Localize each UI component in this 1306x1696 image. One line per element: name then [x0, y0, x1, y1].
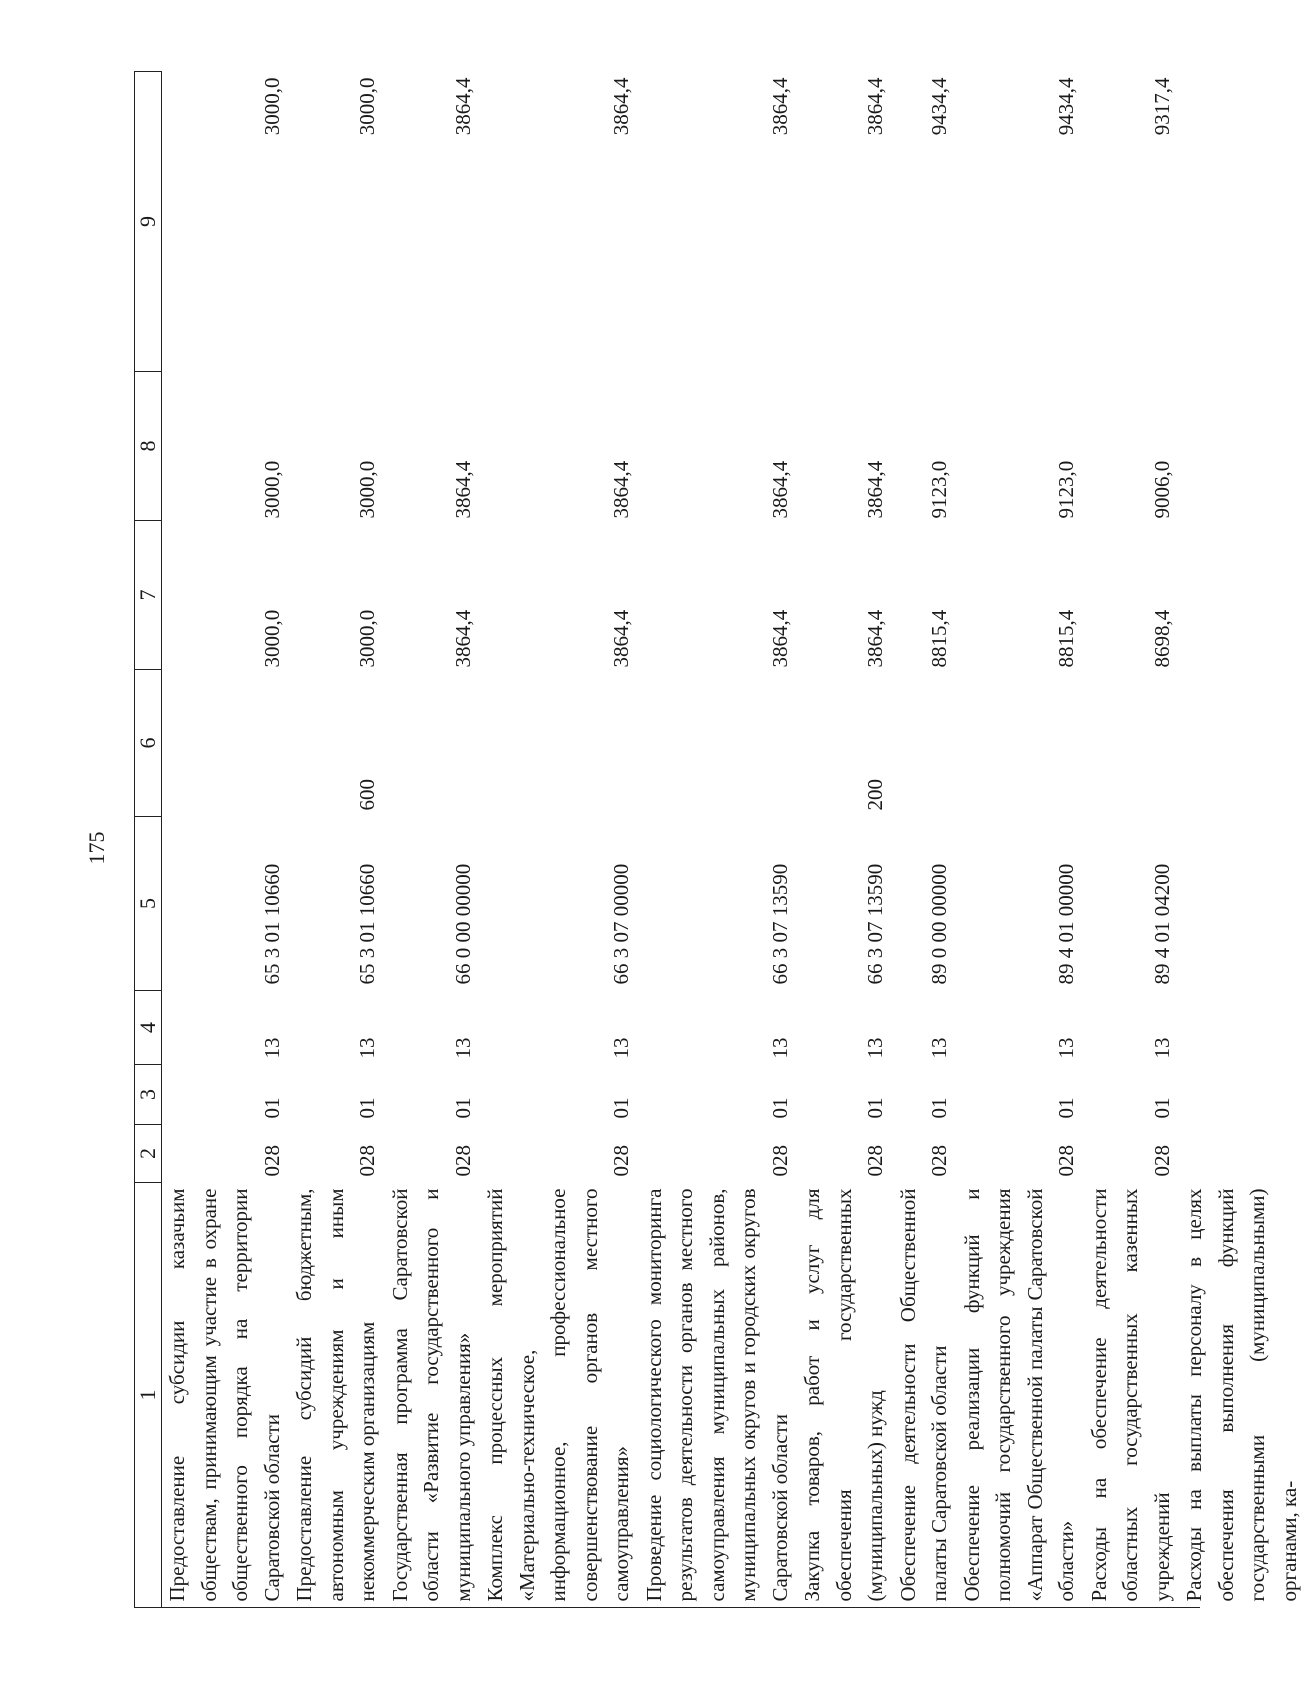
cell-col6: 200	[863, 779, 887, 811]
cell-col3: 01	[450, 1097, 475, 1119]
cell-col4: 13	[259, 1037, 284, 1059]
row-description: Государственная программа Саратовской области «Развитие государственного и муниципального управления»	[387, 1188, 475, 1602]
cell-col9: 9317,4	[1149, 77, 1174, 136]
table-row	[289, 72, 385, 1608]
cell-col5: 66 3 07 13590	[863, 863, 887, 985]
cell-col9: 3000,0	[355, 77, 379, 136]
cell-col6	[162, 670, 290, 817]
cell-col3: 01	[609, 1097, 633, 1119]
cell-col2: 028	[927, 1145, 951, 1177]
table-row	[480, 72, 639, 1608]
cell-col6	[893, 670, 957, 817]
header-row	[135, 72, 162, 1608]
cell-col9: 3864,4	[863, 77, 887, 136]
table-row	[797, 72, 893, 1608]
cell-col8: 3000,0	[355, 460, 379, 519]
cell-col2: 028	[1149, 1145, 1174, 1177]
cell-col6	[1084, 670, 1180, 817]
column-header: 3	[135, 1065, 162, 1125]
cell-col5: 65 3 01 10660	[355, 863, 379, 985]
cell-col5	[1179, 817, 1306, 991]
cell-col3: 01	[767, 1097, 792, 1119]
cell-col4: 13	[1054, 1037, 1078, 1059]
cell-col8	[1179, 372, 1306, 521]
row-description: Обеспечение реализации функций и полномочий государственного учреждения «Аппарат Общественной палаты Саратовской области»	[959, 1188, 1078, 1602]
cell-col7: 3864,4	[767, 609, 792, 668]
column-header: 1	[135, 1183, 162, 1608]
cell-col7: 8815,4	[1054, 609, 1078, 668]
table-row	[162, 72, 290, 1608]
cell-col2	[1179, 1125, 1306, 1183]
cell-col5: 66 0 00 00000	[450, 863, 475, 985]
cell-col6	[480, 670, 639, 817]
cell-col3: 01	[1149, 1097, 1174, 1119]
cell-col5: 89 0 00 00000	[927, 863, 951, 985]
cell-col4: 13	[1149, 1037, 1174, 1059]
cell-col6	[385, 670, 481, 817]
cell-col7: 8698,4	[1149, 609, 1174, 668]
cell-col9: 3000,0	[259, 77, 284, 136]
column-header: 5	[135, 817, 162, 991]
cell-col4: 13	[450, 1037, 475, 1059]
cell-col3	[1179, 1065, 1306, 1125]
cell-col9: 3864,4	[609, 77, 633, 136]
cell-col7	[1179, 521, 1306, 670]
cell-col4: 13	[355, 1037, 379, 1059]
table-row	[1179, 72, 1306, 1608]
cell-col3: 01	[259, 1097, 284, 1119]
cell-col8: 9123,0	[927, 460, 951, 519]
row-description: Комплекс процессных мероприятий «Материально-техническое, информационное, профессиональное совершенствование органов местного самоуправления»	[483, 1188, 633, 1602]
cell-col9	[1179, 72, 1306, 372]
cell-col4: 13	[767, 1037, 792, 1059]
column-header: 2	[135, 1125, 162, 1183]
cell-col8: 9006,0	[1149, 460, 1174, 519]
cell-col8: 3000,0	[259, 460, 284, 519]
budget-table	[134, 71, 1306, 1608]
cell-col7: 3864,4	[450, 609, 475, 668]
cell-col8: 3864,4	[609, 460, 633, 519]
row-description: Расходы на выплаты персоналу в целях обеспечения выполнения функций государственными (муниципальными) органами, ка-	[1182, 1188, 1301, 1602]
table-row	[893, 72, 957, 1608]
cell-col2: 028	[609, 1145, 633, 1177]
cell-col3: 01	[927, 1097, 951, 1119]
cell-col8: 3864,4	[450, 460, 475, 519]
cell-col4: 13	[927, 1037, 951, 1059]
table-row	[1084, 72, 1180, 1608]
cell-col3: 01	[863, 1097, 887, 1119]
table-row	[639, 72, 798, 1608]
table-left-border	[134, 1607, 1200, 1608]
row-description: Предоставление субсидии казачьим обществам, принимающим участие в охране общественного порядка на территории Саратовской области	[165, 1188, 284, 1602]
cell-col8: 3864,4	[863, 460, 887, 519]
column-header: 7	[135, 521, 162, 670]
row-description: Закупка товаров, работ и услуг для обеспечения государственных (муниципальных) нужд	[800, 1188, 887, 1602]
cell-col5: 66 3 07 13590	[767, 863, 792, 985]
column-header: 8	[135, 372, 162, 521]
cell-col9: 3864,4	[450, 77, 475, 136]
cell-col4: 13	[609, 1037, 633, 1059]
cell-col2: 028	[863, 1145, 887, 1177]
page-number: 175	[84, 831, 109, 865]
cell-col9: 9434,4	[1054, 77, 1078, 136]
cell-col2: 028	[259, 1145, 284, 1177]
cell-col7: 3864,4	[609, 609, 633, 668]
cell-col3: 01	[355, 1097, 379, 1119]
cell-col4	[1179, 991, 1306, 1065]
row-description: Обеспечение деятельности Общественной палаты Саратовской области	[895, 1188, 951, 1602]
column-header: 4	[135, 991, 162, 1065]
cell-col6: 600	[355, 779, 379, 811]
cell-col6	[1179, 670, 1306, 817]
table-row	[385, 72, 481, 1608]
cell-col2: 028	[355, 1145, 379, 1177]
cell-col7: 3000,0	[355, 609, 379, 668]
cell-col5: 89 4 01 00000	[1054, 863, 1078, 985]
cell-col9: 9434,4	[927, 77, 951, 136]
row-description: Проведение социологического мониторинга результатов деятельности органов местного самоуправления муниципальных районов, муниципальных округов и городских округов Саратовской области	[641, 1188, 792, 1602]
cell-col2: 028	[450, 1145, 475, 1177]
cell-col5: 89 4 01 04200	[1149, 863, 1174, 985]
cell-col8: 3864,4	[767, 460, 792, 519]
cell-col6	[957, 670, 1084, 817]
row-description: Расходы на обеспечение деятельности областных государственных казенных учреждений	[1086, 1188, 1174, 1602]
cell-col4: 13	[863, 1037, 887, 1059]
row-description: Предоставление субсидий бюджетным, автономным учреждениям и иным некоммерческим организациям	[292, 1188, 379, 1602]
cell-col7: 8815,4	[927, 609, 951, 668]
cell-col3: 01	[1054, 1097, 1078, 1119]
cell-col6	[639, 670, 798, 817]
cell-col2: 028	[767, 1145, 792, 1177]
column-header: 9	[135, 72, 162, 372]
cell-col5: 65 3 01 10660	[259, 863, 284, 985]
cell-col7: 3864,4	[863, 609, 887, 668]
table-row	[957, 72, 1084, 1608]
column-header: 6	[135, 670, 162, 817]
cell-col9: 3864,4	[767, 77, 792, 136]
cell-col7: 3000,0	[259, 609, 284, 668]
cell-col2: 028	[1054, 1145, 1078, 1177]
cell-col5: 66 3 07 00000	[609, 863, 633, 985]
cell-col8: 9123,0	[1054, 460, 1078, 519]
